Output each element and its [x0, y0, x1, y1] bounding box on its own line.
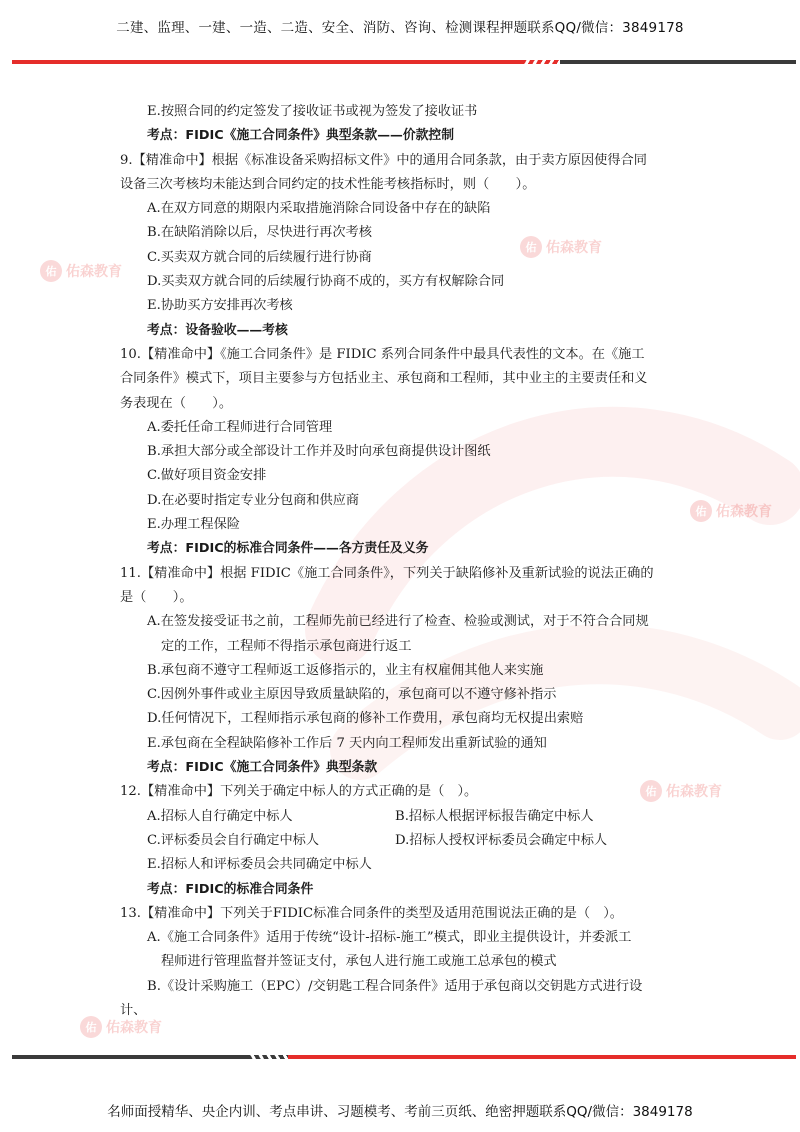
q10-option-a: A.委托任命工程师进行合同管理: [147, 419, 333, 435]
q12-option-c: C.评标委员会自行确定中标人: [147, 832, 320, 848]
q13-option-b-line-2: 计、: [120, 1002, 147, 1018]
q12-options-row-2: [120, 829, 690, 853]
q12-option-b: B.招标人根据评标报告确定中标人: [395, 808, 594, 824]
q12-option-e: E.招标人和评标委员会共同确定中标人: [147, 857, 372, 873]
q10-stem-line-1: 10.【精准命中】《施工合同条件》是 FIDIC 系列合同条件中最具代表性的文本。在《施工: [120, 346, 645, 362]
footer-rule-dark: [12, 1055, 248, 1059]
watermark-brand-text: 佑森教育: [106, 1020, 162, 1036]
watermark-brand-text: 佑森教育: [666, 784, 722, 800]
brand-mark-icon: 佑: [40, 260, 62, 282]
q9-key-point: 考点：设备验收——考核: [147, 322, 288, 338]
q8-option-e: E.按照合同的约定签发了接收证书或视为签发了接收证书: [147, 104, 478, 119]
q12-stem: 12.【精准命中】下列关于确定中标人的方式正确的是（ ）。: [120, 784, 478, 800]
q11-option-d: D.任何情况下，工程师指示承包商的修补工作费用，承包商均无权提出索赔: [147, 711, 584, 727]
q9-option-b: B.在缺陷消除以后，尽快进行再次考核: [147, 225, 372, 241]
q11-stem-line-2: 是（ ）。: [120, 589, 193, 605]
brand-mark-icon: 佑: [520, 236, 542, 258]
footer-rule-stripes: [248, 1055, 288, 1059]
q13-option-b-line-1: B.《设计采购施工（EPC）/交钥匙工程合同条件》适用于承包商以交钥匙方式进行设: [147, 978, 643, 994]
page-footer: 名师面授精华、央企内训、考点串讲、习题模考、考前三页纸、绝密押题联系QQ/微信：3849178: [107, 1104, 693, 1120]
q12-options-row-1: [120, 805, 690, 829]
q11-stem-line-1: 11.【精准命中】根据 FIDIC《施工合同条件》，下列关于缺陷修补及重新试验的说法正确的: [120, 565, 654, 581]
q9-stem-line-2: 设备三次考核均未能达到合同约定的技术性能考核指标时，则（ ）。: [120, 176, 536, 192]
q10-option-c: C.做好项目资金安排: [147, 468, 267, 484]
page-header: 二建、监理、一建、一造、二造、安全、消防、咨询、检测课程押题联系QQ/微信：3849178: [116, 20, 684, 36]
q13-option-a-line-1: A.《施工合同条件》适用于传统“设计-招标-施工”模式，即业主提供设计，并委派工: [147, 930, 632, 946]
q9-option-a: A.在双方同意的期限内采取措施消除合同设备中存在的缺陷: [147, 201, 491, 217]
q13-stem: 13.【精准命中】下列关于FIDIC标准合同条件的类型及适用范围说法正确的是（ ）。: [120, 905, 623, 921]
q10-stem-line-2: 合同条件》模式下，项目主要参与方包括业主、承包商和工程师，其中业主的主要责任和义: [120, 371, 648, 387]
footer-rule-red: [288, 1055, 796, 1059]
q9-option-d: D.买卖双方就合同的后续履行协商不成的，买方有权解除合同: [147, 274, 505, 290]
document-body: [120, 100, 690, 1023]
header-rule-red: [12, 60, 522, 64]
q9-stem-line-1: 9.【精准命中】根据《标准设备采购招标文件》中的通用合同条款，由于卖方原因使得合同: [120, 152, 647, 168]
brand-mark-icon: 佑: [690, 500, 712, 522]
q12-key-point: 考点：FIDIC的标准合同条件: [147, 881, 314, 897]
watermark-brand-text: 佑森教育: [546, 240, 602, 256]
q11-option-a-line-2: 定的工作，工程师不得指示承包商进行返工: [161, 638, 412, 654]
q11-option-b: B.承包商不遵守工程师返工返修指示的，业主有权雇佣其他人来实施: [147, 662, 544, 678]
q11-option-c: C.因例外事件或业主原因导致质量缺陷的，承包商可以不遵守修补指示: [147, 687, 557, 703]
q12-option-d: D.招标人授权评标委员会确定中标人: [395, 832, 608, 848]
watermark-logo-right: [690, 500, 772, 522]
q10-option-d: D.在必要时指定专业分包商和供应商: [147, 492, 360, 508]
q10-stem-line-3: 务表现在（ ）。: [120, 395, 233, 411]
watermark-logo-left: [40, 260, 122, 282]
q10-option-e: E.办理工程保险: [147, 517, 240, 533]
q9-option-e: E.协助买方安排再次考核: [147, 298, 293, 314]
q10-option-b: B.承担大部分或全部设计工作并及时向承包商提供设计图纸: [147, 444, 491, 460]
q13-option-a-line-2: 程师进行管理监督并签证支付，承包人进行施工或施工总承包的模式: [161, 954, 557, 970]
q12-option-a: A.招标人自行确定中标人: [147, 808, 293, 824]
brand-mark-icon: 佑: [640, 780, 662, 802]
q11-option-a-line-1: A.在签发接受证书之前，工程师先前已经进行了检查、检验或测试，对于不符合合同规: [147, 614, 649, 630]
brand-mark-icon: 佑: [80, 1016, 102, 1038]
q10-key-point: 考点：FIDIC的标准合同条件——各方责任及义务: [147, 541, 429, 557]
header-rule-dark: [560, 60, 796, 64]
q11-key-point: 考点：FIDIC《施工合同条件》典型条款: [147, 760, 378, 776]
header-rule-stripes: [522, 60, 560, 64]
q9-option-c: C.买卖双方就合同的后续履行进行协商: [147, 249, 372, 265]
q11-option-e: E.承包商在全程缺陷修补工作后 7 天内向工程师发出重新试验的通知: [147, 735, 547, 751]
watermark-brand-text: 佑森教育: [66, 264, 122, 280]
watermark-brand-text: 佑森教育: [716, 504, 772, 520]
q8-key-point: 考点：FIDIC《施工合同条件》典型条款——价款控制: [147, 128, 455, 144]
